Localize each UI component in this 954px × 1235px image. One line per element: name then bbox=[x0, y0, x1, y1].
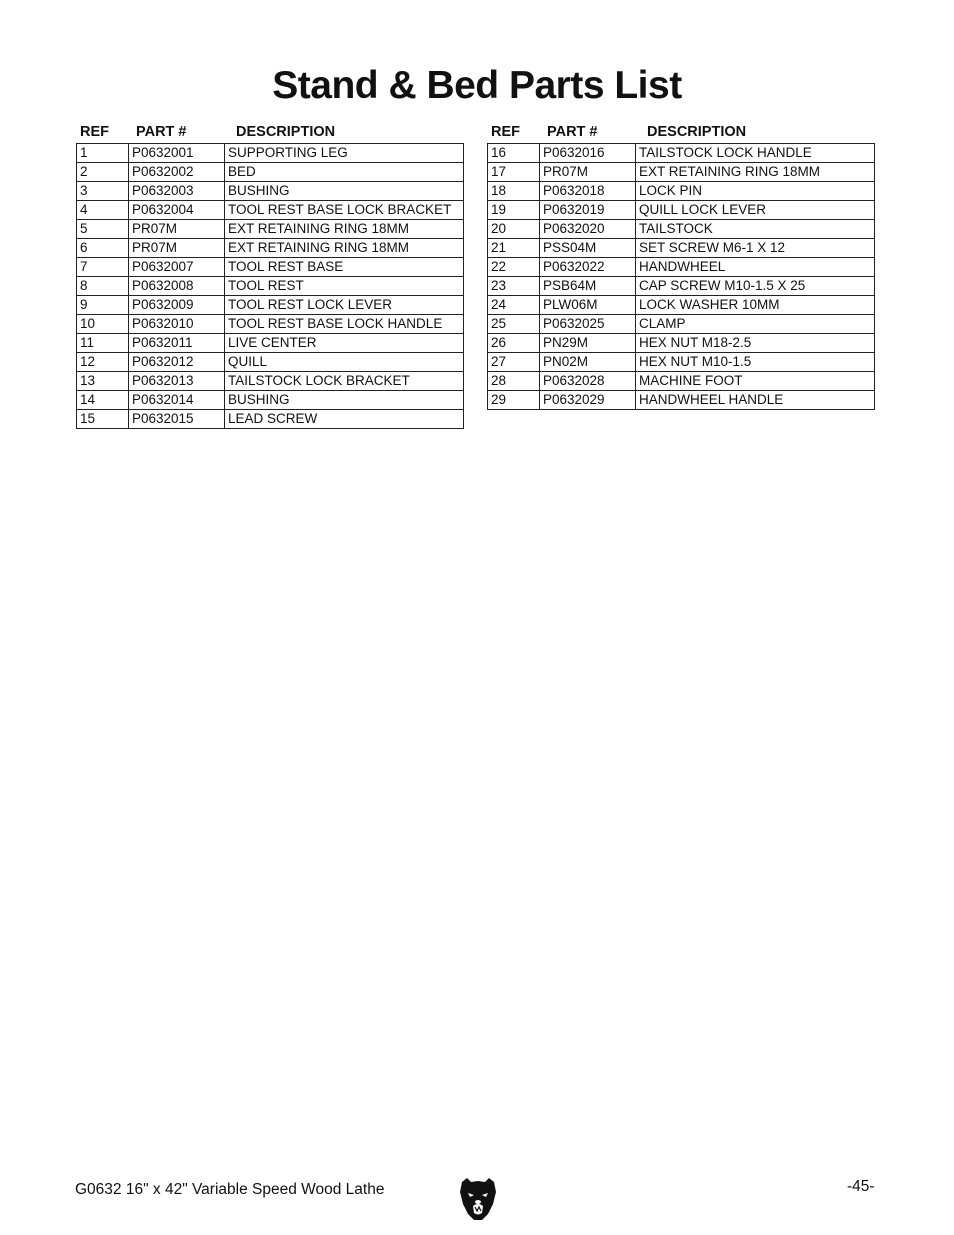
ref-cell: 14 bbox=[77, 391, 129, 410]
ref-cell: 3 bbox=[77, 182, 129, 201]
part-number-cell: PSB64M bbox=[540, 277, 636, 296]
parts-table-body bbox=[487, 143, 875, 410]
part-number-cell: PR07M bbox=[129, 239, 225, 258]
description-cell: TOOL REST BASE bbox=[225, 258, 464, 277]
part-column-header: PART # bbox=[136, 123, 187, 140]
description-cell: TOOL REST LOCK LEVER bbox=[225, 296, 464, 315]
description-column-header: DESCRIPTION bbox=[236, 123, 336, 140]
part-number-cell: P0632022 bbox=[540, 258, 636, 277]
table-row bbox=[77, 182, 464, 201]
description-cell: TAILSTOCK bbox=[636, 220, 875, 239]
table-row bbox=[488, 239, 875, 258]
part-number-cell: P0632018 bbox=[540, 182, 636, 201]
description-cell: MACHINE FOOT bbox=[636, 372, 875, 391]
part-number-cell: P0632013 bbox=[129, 372, 225, 391]
parts-table-left bbox=[76, 120, 464, 429]
part-number-cell: P0632003 bbox=[129, 182, 225, 201]
ref-cell: 6 bbox=[77, 239, 129, 258]
part-number-cell: P0632015 bbox=[129, 410, 225, 429]
part-number-cell: P0632019 bbox=[540, 201, 636, 220]
ref-cell: 4 bbox=[77, 201, 129, 220]
table-row bbox=[488, 144, 875, 163]
ref-cell: 24 bbox=[488, 296, 540, 315]
description-column-header: DESCRIPTION bbox=[647, 123, 747, 140]
ref-cell: 22 bbox=[488, 258, 540, 277]
table-row bbox=[77, 163, 464, 182]
parts-table-body bbox=[76, 143, 464, 429]
description-cell: TAILSTOCK LOCK BRACKET bbox=[225, 372, 464, 391]
ref-cell: 16 bbox=[488, 144, 540, 163]
ref-cell: 18 bbox=[488, 182, 540, 201]
description-cell: CAP SCREW M10-1.5 X 25 bbox=[636, 277, 875, 296]
table-row bbox=[77, 334, 464, 353]
description-cell: LIVE CENTER bbox=[225, 334, 464, 353]
table-row bbox=[488, 372, 875, 391]
table-row bbox=[77, 353, 464, 372]
part-number-cell: PR07M bbox=[129, 220, 225, 239]
table-row bbox=[77, 239, 464, 258]
part-number-cell: P0632029 bbox=[540, 391, 636, 410]
ref-cell: 9 bbox=[77, 296, 129, 315]
table-row bbox=[488, 334, 875, 353]
description-cell: BED bbox=[225, 163, 464, 182]
description-cell: EXT RETAINING RING 18MM bbox=[636, 163, 875, 182]
part-number-cell: PSS04M bbox=[540, 239, 636, 258]
description-cell: CLAMP bbox=[636, 315, 875, 334]
footer-model-title: G0632 16" x 42" Variable Speed Wood Lathe bbox=[75, 1181, 385, 1198]
ref-cell: 20 bbox=[488, 220, 540, 239]
part-number-cell: PN29M bbox=[540, 334, 636, 353]
ref-cell: 5 bbox=[77, 220, 129, 239]
part-number-cell: P0632002 bbox=[129, 163, 225, 182]
table-row bbox=[77, 391, 464, 410]
table-row bbox=[488, 296, 875, 315]
ref-cell: 25 bbox=[488, 315, 540, 334]
table-row bbox=[488, 182, 875, 201]
bear-head-icon bbox=[458, 1176, 498, 1222]
description-cell: EXT RETAINING RING 18MM bbox=[225, 239, 464, 258]
ref-cell: 27 bbox=[488, 353, 540, 372]
part-number-cell: P0632010 bbox=[129, 315, 225, 334]
parts-table-right bbox=[487, 120, 875, 410]
part-number-cell: P0632014 bbox=[129, 391, 225, 410]
table-row bbox=[488, 353, 875, 372]
table-row bbox=[488, 220, 875, 239]
ref-cell: 12 bbox=[77, 353, 129, 372]
description-cell: LEAD SCREW bbox=[225, 410, 464, 429]
part-number-cell: P0632001 bbox=[129, 144, 225, 163]
table-header bbox=[487, 120, 875, 143]
description-cell: HEX NUT M18-2.5 bbox=[636, 334, 875, 353]
part-number-cell: P0632004 bbox=[129, 201, 225, 220]
description-cell: SUPPORTING LEG bbox=[225, 144, 464, 163]
description-cell: BUSHING bbox=[225, 391, 464, 410]
ref-cell: 11 bbox=[77, 334, 129, 353]
ref-cell: 23 bbox=[488, 277, 540, 296]
description-cell: LOCK PIN bbox=[636, 182, 875, 201]
table-row bbox=[488, 277, 875, 296]
table-row bbox=[488, 258, 875, 277]
table-row bbox=[77, 220, 464, 239]
table-row bbox=[488, 315, 875, 334]
table-row bbox=[77, 296, 464, 315]
description-cell: SET SCREW M6-1 X 12 bbox=[636, 239, 875, 258]
table-row bbox=[77, 315, 464, 334]
ref-cell: 13 bbox=[77, 372, 129, 391]
description-cell: HANDWHEEL bbox=[636, 258, 875, 277]
part-number-cell: PR07M bbox=[540, 163, 636, 182]
part-number-cell: P0632009 bbox=[129, 296, 225, 315]
ref-cell: 1 bbox=[77, 144, 129, 163]
part-number-cell: P0632007 bbox=[129, 258, 225, 277]
table-row bbox=[488, 201, 875, 220]
ref-cell: 17 bbox=[488, 163, 540, 182]
part-column-header: PART # bbox=[547, 123, 598, 140]
part-number-cell: P0632016 bbox=[540, 144, 636, 163]
description-cell: TAILSTOCK LOCK HANDLE bbox=[636, 144, 875, 163]
description-cell: TOOL REST BASE LOCK HANDLE bbox=[225, 315, 464, 334]
description-cell: EXT RETAINING RING 18MM bbox=[225, 220, 464, 239]
part-number-cell: P0632025 bbox=[540, 315, 636, 334]
ref-cell: 2 bbox=[77, 163, 129, 182]
description-cell: LOCK WASHER 10MM bbox=[636, 296, 875, 315]
table-row bbox=[77, 410, 464, 429]
ref-cell: 7 bbox=[77, 258, 129, 277]
part-number-cell: P0632011 bbox=[129, 334, 225, 353]
table-row bbox=[77, 372, 464, 391]
ref-cell: 10 bbox=[77, 315, 129, 334]
table-row bbox=[488, 391, 875, 410]
page-number: -45- bbox=[847, 1178, 875, 1195]
description-cell: BUSHING bbox=[225, 182, 464, 201]
part-number-cell: P0632008 bbox=[129, 277, 225, 296]
ref-cell: 29 bbox=[488, 391, 540, 410]
table-header bbox=[76, 120, 464, 143]
description-cell: HEX NUT M10-1.5 bbox=[636, 353, 875, 372]
ref-cell: 8 bbox=[77, 277, 129, 296]
table-row bbox=[77, 201, 464, 220]
table-row bbox=[77, 258, 464, 277]
description-cell: TOOL REST bbox=[225, 277, 464, 296]
description-cell: TOOL REST BASE LOCK BRACKET bbox=[225, 201, 464, 220]
part-number-cell: P0632012 bbox=[129, 353, 225, 372]
ref-cell: 21 bbox=[488, 239, 540, 258]
ref-cell: 15 bbox=[77, 410, 129, 429]
table-row bbox=[488, 163, 875, 182]
description-cell: HANDWHEEL HANDLE bbox=[636, 391, 875, 410]
table-row bbox=[77, 144, 464, 163]
table-row bbox=[77, 277, 464, 296]
ref-column-header: REF bbox=[491, 123, 520, 140]
part-number-cell: P0632020 bbox=[540, 220, 636, 239]
part-number-cell: PLW06M bbox=[540, 296, 636, 315]
ref-cell: 19 bbox=[488, 201, 540, 220]
part-number-cell: PN02M bbox=[540, 353, 636, 372]
description-cell: QUILL LOCK LEVER bbox=[636, 201, 875, 220]
ref-cell: 26 bbox=[488, 334, 540, 353]
page-title: Stand & Bed Parts List bbox=[272, 64, 682, 107]
description-cell: QUILL bbox=[225, 353, 464, 372]
part-number-cell: P0632028 bbox=[540, 372, 636, 391]
ref-column-header: REF bbox=[80, 123, 109, 140]
ref-cell: 28 bbox=[488, 372, 540, 391]
